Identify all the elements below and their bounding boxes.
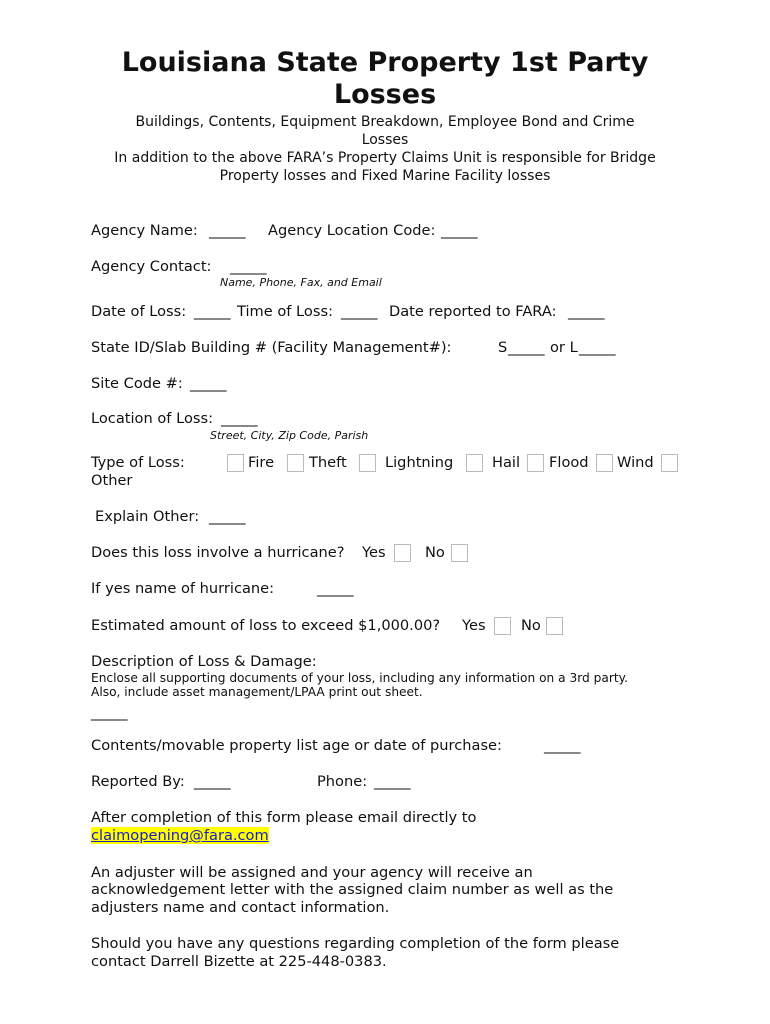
contents-field[interactable]: _____ <box>544 737 581 754</box>
email-link[interactable]: claimopening@fara.com <box>91 827 269 844</box>
fire-label: Fire <box>248 454 275 471</box>
s-field[interactable]: _____ <box>508 339 545 356</box>
agency-contact-hint: Name, Phone, Fax, and Email <box>220 276 382 289</box>
reported-by-label: Reported By: <box>91 773 185 790</box>
location-hint: Street, City, Zip Code, Parish <box>210 429 369 442</box>
exceed-yes-label: Yes <box>462 617 486 634</box>
subtitle-line: Losses <box>361 132 409 148</box>
exceed-no-checkbox[interactable] <box>546 617 563 635</box>
adjuster-text: adjusters name and contact information. <box>91 899 390 916</box>
phone-field[interactable]: _____ <box>374 773 411 790</box>
date-reported-field[interactable]: _____ <box>568 303 605 320</box>
description-label: Description of Loss & Damage: <box>91 653 317 670</box>
hurricane-question: Does this loss involve a hurricane? <box>91 544 345 561</box>
subtitle-line: Buildings, Contents, Equipment Breakdown, Employee Bond and Crime <box>135 114 635 130</box>
theft-checkbox[interactable] <box>287 454 304 472</box>
hail-label: Hail <box>492 454 521 471</box>
questions-text: Should you have any questions regarding completion of the form please <box>91 935 620 952</box>
time-of-loss-field[interactable]: _____ <box>341 303 378 320</box>
agency-location-code-label: Agency Location Code: <box>268 222 436 239</box>
state-id-label: State ID/Slab Building # (Facility Management#): <box>91 339 452 356</box>
l-field[interactable]: _____ <box>579 339 616 356</box>
wind-checkbox[interactable] <box>596 454 613 472</box>
type-of-loss-label: Type of Loss: <box>91 454 185 471</box>
hurricane-yes-checkbox[interactable] <box>394 544 411 562</box>
wind-label: Wind <box>617 454 654 471</box>
time-of-loss-label: Time of Loss: <box>237 303 333 320</box>
description-note: Also, include asset management/LPAA print out sheet. <box>91 685 423 699</box>
exceed-yes-checkbox[interactable] <box>494 617 511 635</box>
date-reported-label: Date reported to FARA: <box>389 303 557 320</box>
other-checkbox[interactable] <box>661 454 678 472</box>
date-of-loss-field[interactable]: _____ <box>194 303 231 320</box>
agency-name-field[interactable]: _____ <box>209 222 246 239</box>
subtitle-line: In addition to the above FARA’s Property Claims Unit is responsible for Bridge <box>114 150 656 166</box>
lightning-label: Lightning <box>385 454 454 471</box>
hurricane-name-label: If yes name of hurricane: <box>91 580 275 597</box>
title-line-1: Louisiana State Property 1st Party <box>121 47 649 78</box>
description-note: Enclose all supporting documents of your loss, including any information on a 3rd party. <box>91 671 628 685</box>
explain-other-label: Explain Other: <box>95 508 200 525</box>
exceed-question: Estimated amount of loss to exceed $1,000.00? <box>91 617 441 634</box>
fire-checkbox[interactable] <box>227 454 244 472</box>
title-line-2: Losses <box>333 79 437 110</box>
theft-label: Theft <box>309 454 347 471</box>
phone-label: Phone: <box>317 773 368 790</box>
after-completion-text: After completion of this form please email directly to <box>91 809 477 826</box>
agency-name-label: Agency Name: <box>91 222 198 239</box>
s-label: S <box>498 339 508 356</box>
flood-label: Flood <box>549 454 589 471</box>
exceed-no-label: No <box>521 617 541 634</box>
flood-checkbox[interactable] <box>527 454 544 472</box>
agency-contact-field[interactable]: _____ <box>230 258 267 275</box>
agency-contact-label: Agency Contact: <box>91 258 212 275</box>
or-l-label: or L <box>550 339 578 356</box>
hail-checkbox[interactable] <box>466 454 483 472</box>
hurricane-no-checkbox[interactable] <box>451 544 468 562</box>
adjuster-text: acknowledgement letter with the assigned claim number as well as the <box>91 881 614 898</box>
description-field[interactable]: _____ <box>91 704 128 721</box>
adjuster-text: An adjuster will be assigned and your agency will receive an <box>91 864 533 881</box>
other-label: Other <box>91 472 133 489</box>
explain-other-field[interactable]: _____ <box>209 508 246 525</box>
location-of-loss-field[interactable]: _____ <box>221 410 258 427</box>
date-of-loss-label: Date of Loss: <box>91 303 187 320</box>
questions-text: contact Darrell Bizette at 225-448-0383. <box>91 953 387 970</box>
lightning-checkbox[interactable] <box>359 454 376 472</box>
hurricane-yes-label: Yes <box>362 544 386 561</box>
reported-by-field[interactable]: _____ <box>194 773 231 790</box>
subtitle-line: Property losses and Fixed Marine Facility losses <box>219 168 551 184</box>
site-code-label: Site Code #: <box>91 375 183 392</box>
hurricane-name-field[interactable]: _____ <box>317 580 354 597</box>
contents-label: Contents/movable property list age or date of purchase: <box>91 737 502 754</box>
site-code-field[interactable]: _____ <box>190 375 227 392</box>
agency-location-code-field[interactable]: _____ <box>441 222 478 239</box>
hurricane-no-label: No <box>425 544 445 561</box>
location-of-loss-label: Location of Loss: <box>91 410 213 427</box>
